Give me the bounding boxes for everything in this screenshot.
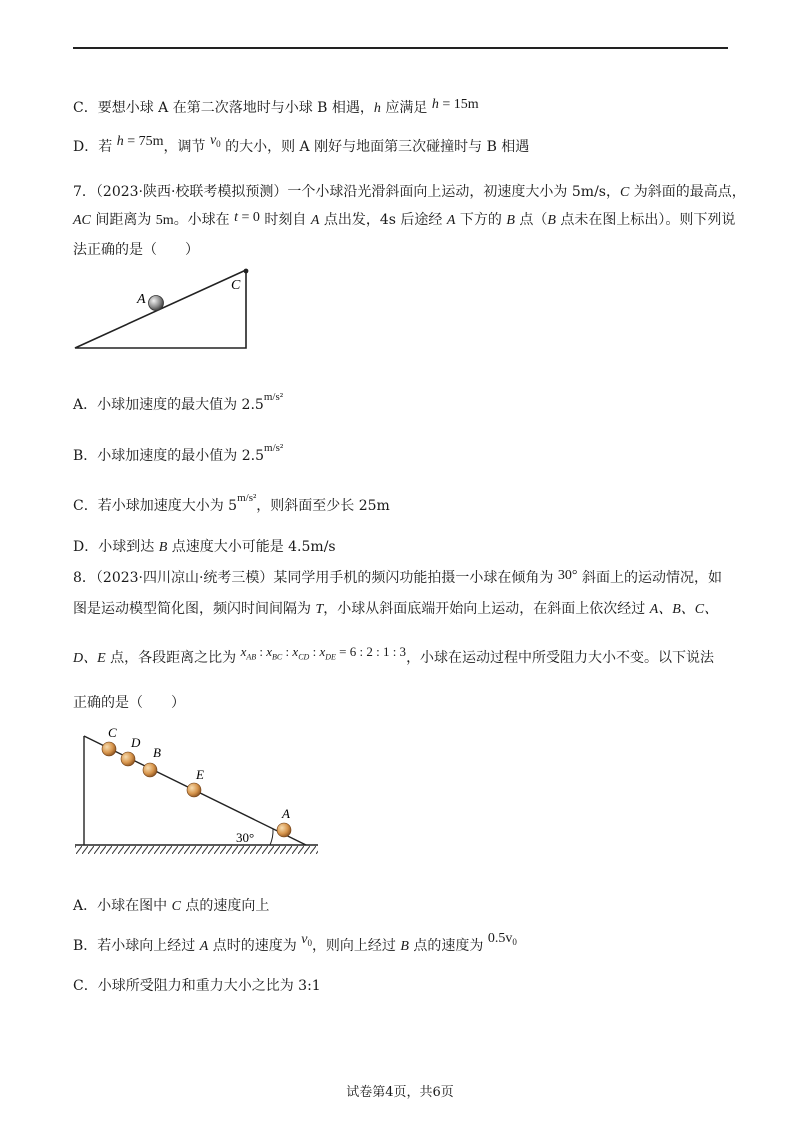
- q7-stem-line-3: 法正确的是（ ）: [73, 242, 199, 258]
- label-c: C: [108, 725, 117, 740]
- q6-option-c: C．要想小球 A 在第二次落地时与小球 B 相遇，h 应满足 h = 15m: [73, 97, 479, 116]
- q7-option-b: B．小球加速度的最小值为 $2.5^{m/s^2}$: [73, 442, 284, 464]
- q7-option-d: D．小球到达 B 点速度大小可能是 4.5m/s: [73, 539, 336, 555]
- q8-incline-figure: [70, 718, 330, 863]
- q7-stem-line-2: AC 间距离为 5m。小球在 t = 0 时刻自 A 点出发，4s 后途经 A 下方的 B 点（B 点未在图上标出）。则下列说: [73, 210, 736, 228]
- q7-option-c: C．若小球加速度大小为 $5^{m/s^2}$，则斜面至少长 25m: [73, 492, 390, 514]
- ball-d: [121, 752, 135, 766]
- q7-incline-figure: [70, 262, 260, 357]
- ball-e: [187, 783, 201, 797]
- ball-c: [102, 742, 116, 756]
- q8-stem-line-1: 8．（2023·四川凉山·统考三模）某同学用手机的频闪功能拍摄一小球在倾角为 30° 斜面上的运动情况，如: [73, 568, 722, 586]
- label-d: D: [131, 735, 141, 750]
- q6-option-d: D．若 h = 75m，调节 $v^0$ 的大小，则 A 刚好与地面第三次碰撞时与 B 相遇: [73, 133, 530, 155]
- label-e: E: [196, 767, 204, 782]
- page-footer: 试卷第4页，共6页: [346, 1085, 454, 1100]
- label-b: B: [153, 745, 161, 760]
- ball-a: [277, 823, 291, 837]
- angle-arc: [270, 829, 273, 845]
- label-a: A: [137, 292, 146, 307]
- point-c-dot: [244, 269, 249, 274]
- ground-hatch: [75, 846, 318, 854]
- q8-option-c: C．小球所受阻力和重力大小之比为 3:1: [73, 978, 321, 994]
- q8-stem-line-2: 图是运动模型简化图，频闪时间间隔为 T，小球从斜面底端开始向上运动，在斜面上依次经过 A、B、C、: [73, 601, 719, 617]
- label-a: A: [282, 806, 290, 821]
- distance-ratio: $x_{AB}$ : $x_{BC}$ : $x_{CD}$ : $x_{DE} = 6$ : 2 : 1 : 3: [240, 644, 407, 662]
- angle-label: 30°: [236, 830, 255, 845]
- q8-stem-line-3: D、E 点，各段距离之比为 $x_{AB}$ : $x_{BC}$ : $x_{CD}$ : $x_{DE} = 6$ : 2 : 1 : 3，小球在运动过程中所受阻力大小不变。以下说法: [73, 644, 715, 666]
- header-rule: [73, 47, 728, 49]
- q7-stem-line-1: 7．（2023·陕西·校联考模拟预测）一个小球沿光滑斜面向上运动，初速度大小为 5m/s，C 为斜面的最高点，: [73, 184, 746, 200]
- ball-a: [149, 296, 164, 311]
- label-c: C: [231, 278, 241, 293]
- q8-stem-line-4: 正确的是（ ）: [73, 695, 185, 711]
- q8-option-b: B．若小球向上经过 A 点时的速度为 $v^0$，则向上经过 B 点的速度为 $0.5v^0$: [73, 931, 517, 954]
- ball-b: [143, 763, 157, 777]
- q7-option-a: A．小球加速度的最大值为 $2.5^{m/s^2}$: [73, 391, 284, 413]
- q8-option-a: A．小球在图中 C 点的速度向上: [73, 898, 270, 914]
